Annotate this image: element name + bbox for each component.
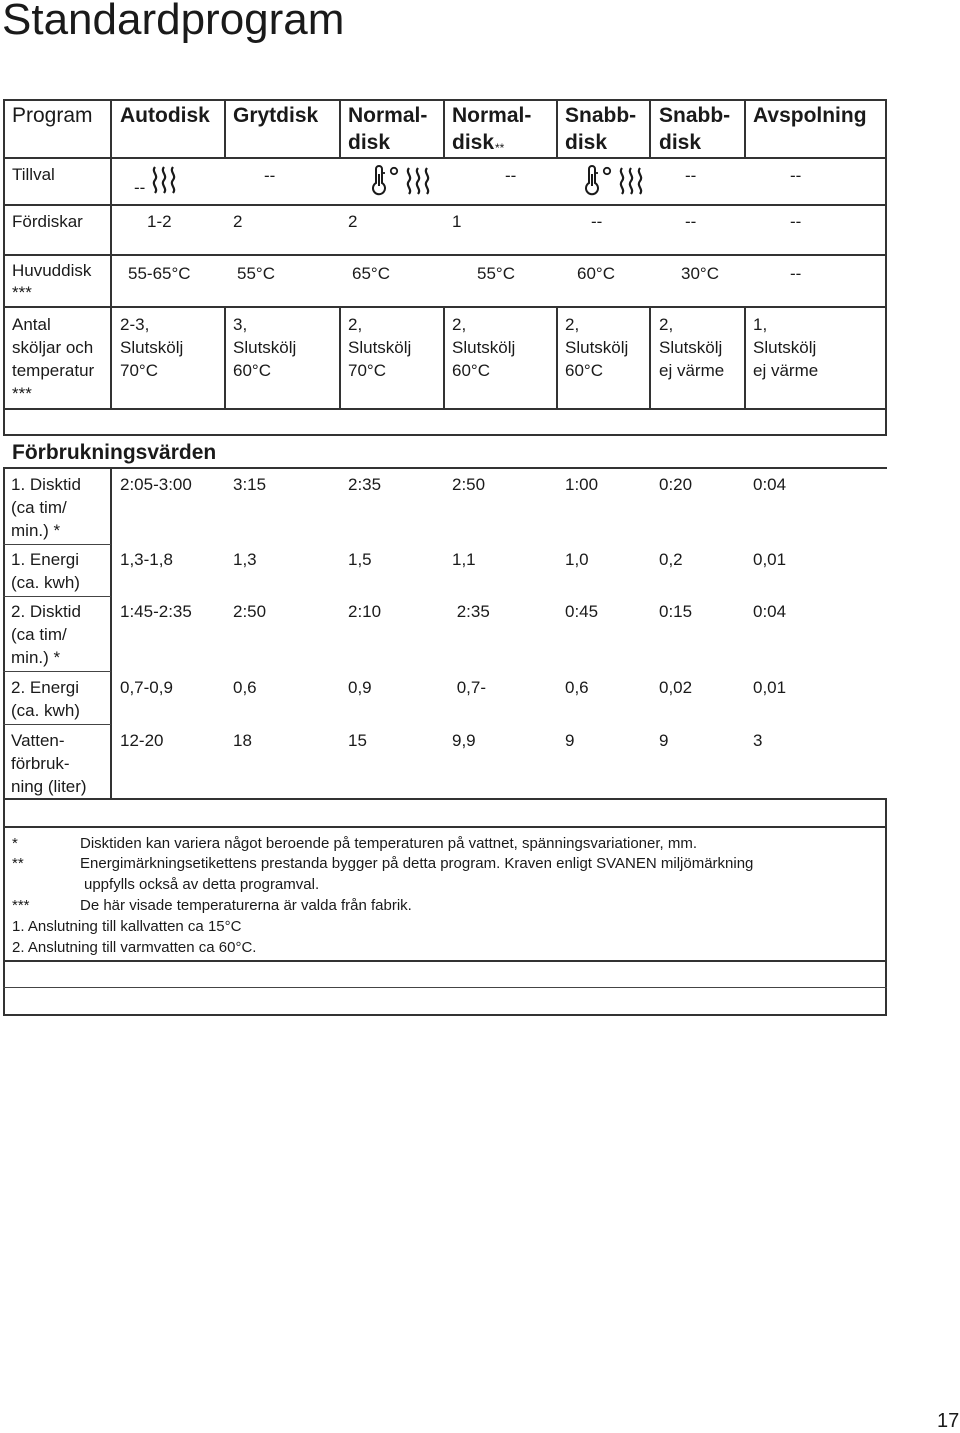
consumption-row-divider (3, 596, 111, 597)
tillval-label: Tillval (12, 165, 55, 184)
consumption-value: 0:20 (659, 475, 693, 494)
consumption-value: 1:45-2:35 (120, 602, 192, 621)
consumption-value: 0,6 (233, 678, 257, 697)
consumption-value: 0,01 (753, 678, 787, 697)
fordiskar-value: -- (685, 212, 697, 231)
consumption-value: 3:15 (233, 475, 267, 494)
consumption-value: 1:00 (565, 475, 599, 494)
header-col-snabbdisk-1: Snabb- disk (565, 104, 637, 154)
skoljar-value: 1, Slutskölj ej värme (753, 315, 819, 380)
col-divider (443, 306, 445, 410)
consumption-value: 0,01 (753, 550, 787, 569)
header-col-snabbdisk-2: Snabb- disk (659, 104, 731, 154)
skoljar-value: 2, Slutskölj ej värme (659, 315, 725, 380)
consumption-value: 3 (753, 731, 763, 750)
tillval-value-grytdisk: -- (264, 166, 276, 185)
consumption-value: 1,0 (565, 550, 589, 569)
header-col-normaldisk-1: Normal- disk (348, 104, 428, 154)
consumption-value: 0,9 (348, 678, 372, 697)
consumption-title: Förbrukningsvärden (12, 441, 217, 464)
tillval-value-normaldisk-2: -- (505, 166, 517, 185)
consumption-value: 0,7-0,9 (120, 678, 173, 697)
footnote-note: 2. Anslutning till varmvatten ca 60°C. (12, 939, 257, 956)
footnote-note: 1. Anslutning till kallvatten ca 15°C (12, 918, 242, 935)
col-divider (556, 99, 558, 157)
huvuddisk-value: 55-65°C (128, 264, 191, 283)
col-divider (224, 306, 226, 410)
col-divider (339, 306, 341, 410)
consumption-value: 0:04 (753, 475, 787, 494)
consumption-row-label: 1. Disktid (ca tim/ min.) * (11, 475, 81, 540)
col-divider (649, 99, 651, 157)
tillval-value-avspolning: -- (790, 166, 802, 185)
blank-box-divider (3, 987, 887, 988)
consumption-row-label: 1. Energi (ca. kwh) (11, 550, 80, 592)
consumption-value: 2:35 (452, 602, 490, 621)
tillval-value-autodisk: -- (134, 178, 146, 197)
consumption-label-divider (110, 467, 112, 799)
huvuddisk-value: 55°C (477, 264, 515, 283)
consumption-top-rule (3, 467, 887, 469)
header-col-avspolning: Avspolning (753, 104, 867, 127)
footnote-marker: *** (12, 897, 30, 914)
col-divider (744, 306, 746, 410)
consumption-value: 1,1 (452, 550, 476, 569)
consumption-value: 0:45 (565, 602, 599, 621)
huvuddisk-label: Huvuddisk *** (12, 261, 92, 302)
row-divider (3, 157, 887, 159)
skoljar-value: 3, Slutskölj 60°C (233, 315, 297, 380)
skoljar-value: 2-3, Slutskölj 70°C (120, 315, 184, 380)
consumption-value: 2:10 (348, 602, 382, 621)
consumption-value: 0,2 (659, 550, 683, 569)
consumption-value: 0,02 (659, 678, 693, 697)
consumption-value: 0:04 (753, 602, 787, 621)
consumption-value: 2:50 (233, 602, 267, 621)
header-col-autodisk: Autodisk (120, 104, 210, 127)
consumption-value: 2:35 (348, 475, 382, 494)
consumption-value: 9,9 (452, 731, 476, 750)
huvuddisk-value: 60°C (577, 264, 615, 283)
thermometer-icon (370, 166, 400, 196)
huvuddisk-value: 65°C (352, 264, 390, 283)
col-divider (556, 306, 558, 410)
consumption-row-divider (3, 671, 111, 672)
row-divider (3, 254, 887, 256)
skoljar-label: Antal sköljar och temperatur *** (12, 315, 95, 403)
skoljar-value: 2, Slutskölj 60°C (452, 315, 516, 380)
huvuddisk-value: -- (790, 264, 802, 283)
consumption-value: 1,3-1,8 (120, 550, 173, 569)
consumption-value: 9 (565, 731, 575, 750)
consumption-row-divider (3, 544, 111, 545)
consumption-value: 0,6 (565, 678, 589, 697)
consumption-value: 2:50 (452, 475, 486, 494)
footnote-text: De här visade temperaturerna är valda från fabrik. (80, 897, 412, 914)
drying-icon (405, 166, 433, 196)
col-divider (744, 99, 746, 157)
page-number: 17 (937, 1410, 960, 1432)
footnote-text: Disktiden kan variera något beroende på temperaturen på vattnet, spänningsvariationer, mm. (80, 835, 698, 852)
consumption-value: 18 (233, 731, 252, 750)
tillval-value-snabbdisk-2: -- (685, 166, 697, 185)
spacer-row (3, 408, 887, 436)
header-normaldisk-2-marker: ** (495, 141, 505, 155)
consumption-row-label: 2. Disktid (ca tim/ min.) * (11, 602, 81, 667)
fordiskar-label: Fördiskar (12, 212, 83, 231)
blank-box (3, 960, 887, 1016)
header-col-grytdisk: Grytdisk (233, 104, 319, 127)
skoljar-value: 2, Slutskölj 70°C (348, 315, 412, 380)
consumption-row-divider (3, 724, 111, 725)
consumption-value: 0:15 (659, 602, 693, 621)
spacer-row (3, 798, 887, 828)
fordiskar-value: 2 (233, 212, 243, 231)
fordiskar-value: 1-2 (147, 212, 172, 231)
header-program-label: Program (12, 104, 93, 127)
consumption-value: 15 (348, 731, 367, 750)
drying-icon (151, 165, 179, 195)
skoljar-value: 2, Slutskölj 60°C (565, 315, 629, 380)
huvuddisk-value: 55°C (237, 264, 275, 283)
col-divider (110, 99, 112, 410)
col-divider (443, 99, 445, 157)
consumption-left-border (3, 467, 5, 799)
footnote-text: Energimärkningsetikettens prestanda bygger på detta program. Kraven enligt SVANEN miljömärkning (80, 855, 754, 872)
row-divider (3, 204, 887, 206)
fordiskar-value: -- (790, 212, 802, 231)
col-divider (224, 99, 226, 157)
fordiskar-value: 2 (348, 212, 358, 231)
fordiskar-value: 1 (452, 212, 462, 231)
col-divider (649, 306, 651, 410)
col-divider (339, 99, 341, 157)
consumption-value: 2:05-3:00 (120, 475, 192, 494)
row-divider (3, 306, 887, 308)
consumption-value: 9 (659, 731, 669, 750)
consumption-row-label: 2. Energi (ca. kwh) (11, 678, 80, 720)
footnote-marker: * (12, 835, 18, 852)
footnote-marker: ** (12, 855, 24, 872)
huvuddisk-value: 30°C (681, 264, 719, 283)
consumption-value: 0,7- (452, 678, 487, 697)
fordiskar-value: -- (591, 212, 603, 231)
thermometer-icon (583, 166, 613, 196)
drying-icon (618, 166, 646, 196)
consumption-value: 12-20 (120, 731, 164, 750)
consumption-row-label: Vatten- förbruk- ning (liter) (11, 731, 87, 796)
page-title: Standardprogram (2, 0, 345, 44)
consumption-value: 1,3 (233, 550, 257, 569)
header-col-normaldisk-2: Normal- disk (452, 104, 532, 154)
consumption-value: 1,5 (348, 550, 372, 569)
footnote-text: uppfylls också av detta programval. (84, 876, 320, 893)
